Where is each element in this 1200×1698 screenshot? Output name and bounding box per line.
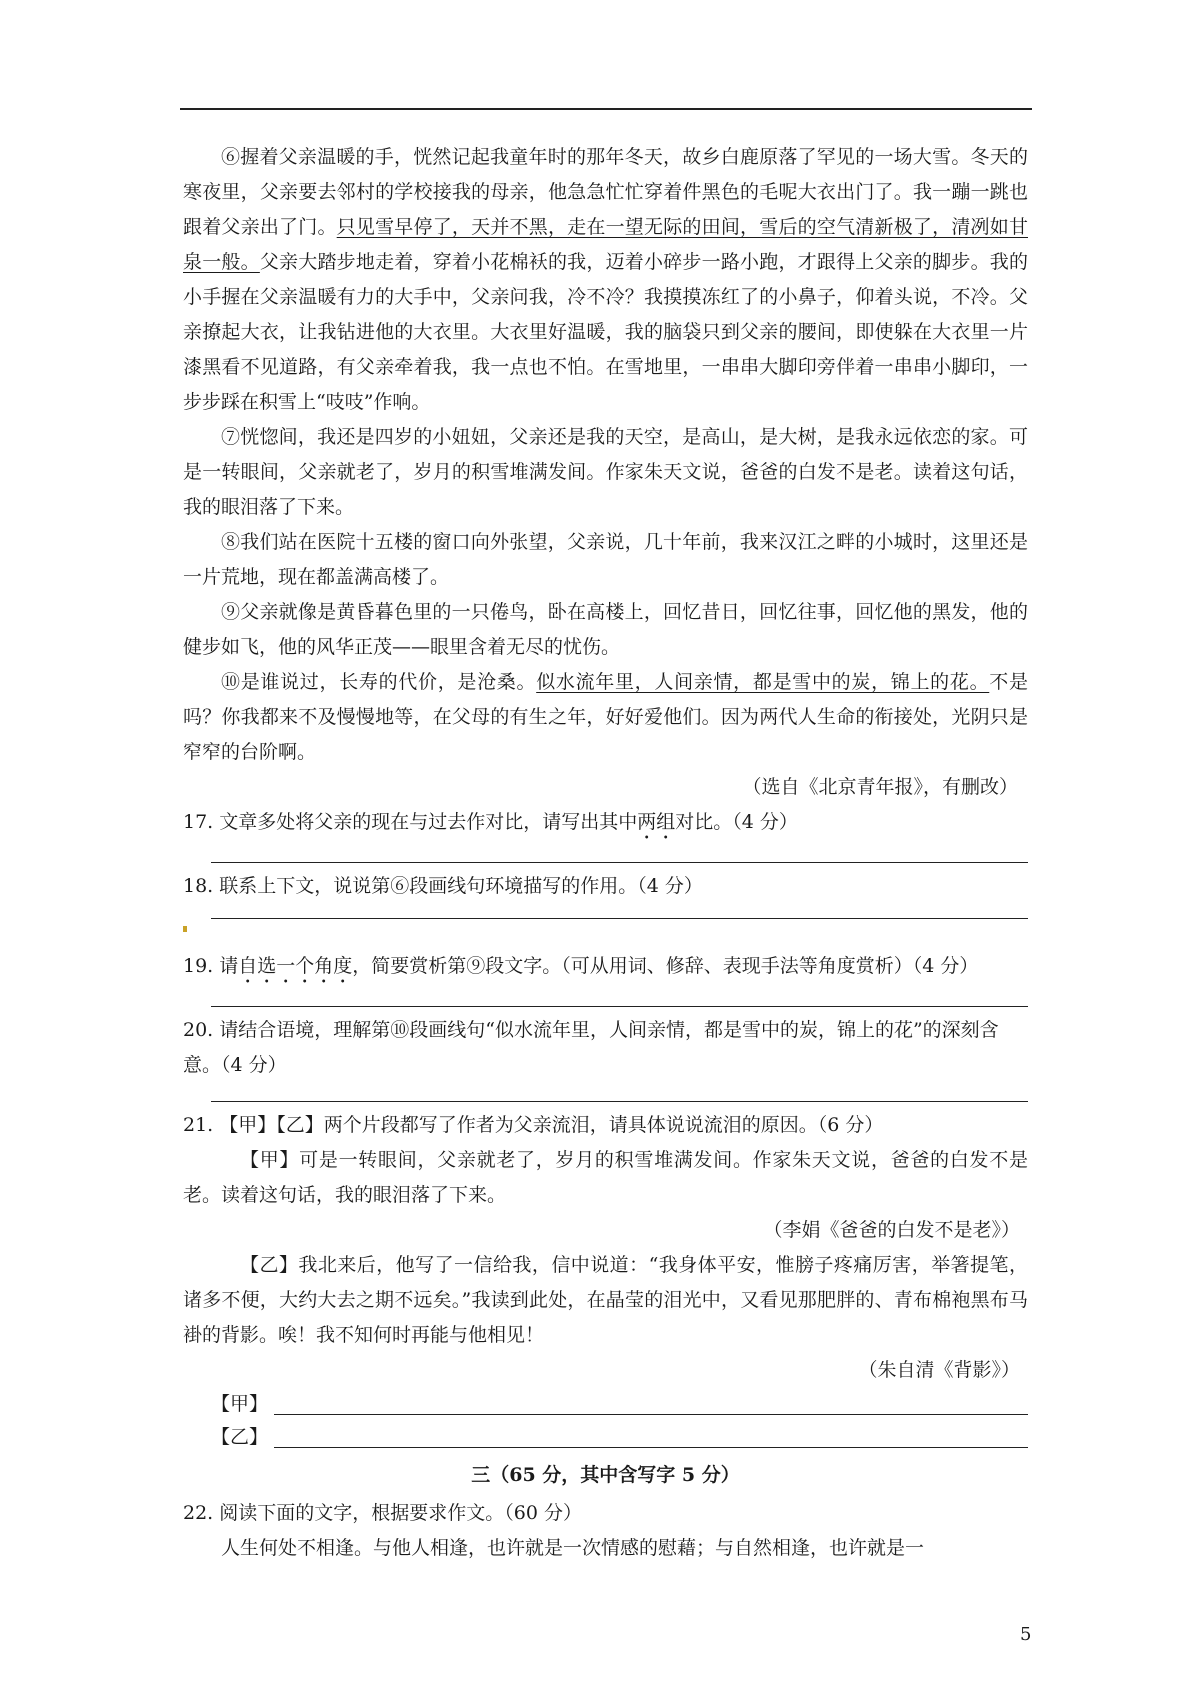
question-19 [183,949,1028,988]
excerpt-jia-source: （李娟《爸爸的白发不是老》） [763,1219,1020,1241]
answer-line-jia[interactable] [274,1390,1028,1415]
p6-underlined-sentence: 只见雪早停了，天并不黑，走在一望无际的田间，雪后的空气清新极了，清冽如甘泉一般。 [183,216,1028,273]
q17-text-a: 17. 文章多处将父亲的现在与过去作对比，请写出其中 [183,811,638,833]
q19-text-a: 19. 请 [183,955,239,977]
paragraph-6 [183,140,1028,420]
answer-row-jia [183,1388,1028,1421]
answer-row-yi [183,1421,1028,1454]
article-source: （选自《北京青年报》，有删改） [742,776,1018,798]
question-22: 22. 阅读下面的文字，根据要求作文。（60 分） [183,1502,582,1524]
question-18: 18. 联系上下文，说说第⑥段画线句环境描写的作用。（4 分） [183,875,703,897]
header-rule [180,108,1032,110]
p10-underlined-sentence: 似水流年里，人间亲情，都是雪中的炭，锦上的花。 [536,671,990,693]
question-20: 20. 请结合语境，理解第⑩段画线句“似水流年里，人间亲情，都是雪中的炭，锦上的花”的深刻含意。（4 分） [183,1019,999,1076]
answer-line-18[interactable] [211,918,1028,919]
p10-text-b: 不是吗？你我都来不及慢慢地等，在父母的有生之年，好好爱他们。因为两代人生命的衔接处，光阴只是窄窄的台阶啊。 [183,671,1028,763]
p10-text-a: ⑩是谁说过，长寿的代价，是沧桑。 [221,671,537,693]
q19-text-b: ，简要赏析第⑨段文字。（可从用词、修辞、表现手法等角度赏析）（4 分） [352,955,979,977]
paragraph-9: ⑨父亲就像是黄昏暮色里的一只倦鸟，卧在高楼上，回忆昔日，回忆往事，回忆他的黑发，他的健步如飞，他的风华正茂——眼里含着无尽的忧伤。 [183,601,1028,658]
excerpt-yi-source: （朱自清《背影》） [858,1359,1020,1381]
essay-prompt: 人生何处不相逢。与他人相逢，也许就是一次情感的慰藉；与自然相逢，也许就是一 [221,1537,925,1559]
p6-text-a: ⑥握着父亲温暖的手，恍然记起我童年时的那年冬天，故乡白鹿原落了罕见的一场大雪。冬天的寒夜里，父亲要去邻村的学校接我的母亲，他急急忙忙穿着件黑色的毛呢大衣出门了。我一蹦一跳也跟着父亲出了门。 [183,146,1028,238]
yellow-mark [183,926,187,932]
answer-line-17[interactable] [211,862,1028,863]
p6-text-b: 父亲大踏步地走着，穿着小花棉袄的我，迈着小碎步一路小跑，才跟得上父亲的脚步。我的小手握在父亲温暖有力的大手中，父亲问我，冷不冷？我摸摸冻红了的小鼻子，仰着头说，不冷。父亲撩起大衣，让我钻进他的大衣里。大衣里好温暖，我的脑袋只到父亲的腰间，即使躲在大衣里一片漆黑看不见道路，有父亲牵着我，我一点也不怕。在雪地里，一串串大脚印旁伴着一串串小脚印，一步步踩在积雪上“吱吱”作响。 [183,251,1028,413]
question-21: 21. 【甲】【乙】两个片段都写了作者为父亲流泪，请具体说说流泪的原因。（6 分） [183,1114,884,1136]
excerpt-yi: 【乙】我北来后，他写了一信给我，信中说道：“我身体平安，惟膀子疼痛厉害，举箸提笔，诸多不便，大约大去之期不远矣。”我读到此处，在晶莹的泪光中，又看见那肥胖的、青布棉袍黑布马褂的背影。唉！我不知何时再能与他相见！ [183,1254,1028,1346]
page-number: 5 [1020,1624,1032,1645]
paragraph-7: ⑦恍惚间，我还是四岁的小妞妞，父亲还是我的天空，是高山，是大树，是我永远依恋的家。可是一转眼间，父亲就老了，岁月的积雪堆满发间。作家朱天文说，爸爸的白发不是老。读着这句话，我的眼泪落了下来。 [183,426,1028,518]
q17-text-b: 对比。（4 分） [675,811,798,833]
answer-line-19[interactable] [211,1006,1028,1007]
excerpt-jia: 【甲】可是一转眼间，父亲就老了，岁月的积雪堆满发间。作家朱天文说，爸爸的白发不是老。读着这句话，我的眼泪落了下来。 [183,1149,1028,1206]
answer-line-yi[interactable] [274,1423,1028,1448]
paragraph-8: ⑧我们站在医院十五楼的窗口向外张望，父亲说，几十年前，我来汉江之畔的小城时，这里还是一片荒地，现在都盖满高楼了。 [183,531,1028,588]
answer-label-jia: 【甲】 [211,1393,269,1415]
page-content [183,140,1028,1566]
answer-line-20[interactable] [211,1101,1028,1102]
question-17 [183,805,1028,844]
paragraph-10 [183,665,1028,770]
answer-label-yi: 【乙】 [211,1426,269,1448]
q19-emphasis: 自选一个角度 [238,955,353,977]
section-3-title: 三（65 分，其中含写字 5 分） [471,1464,740,1486]
q17-emphasis: 两组 [637,811,676,833]
